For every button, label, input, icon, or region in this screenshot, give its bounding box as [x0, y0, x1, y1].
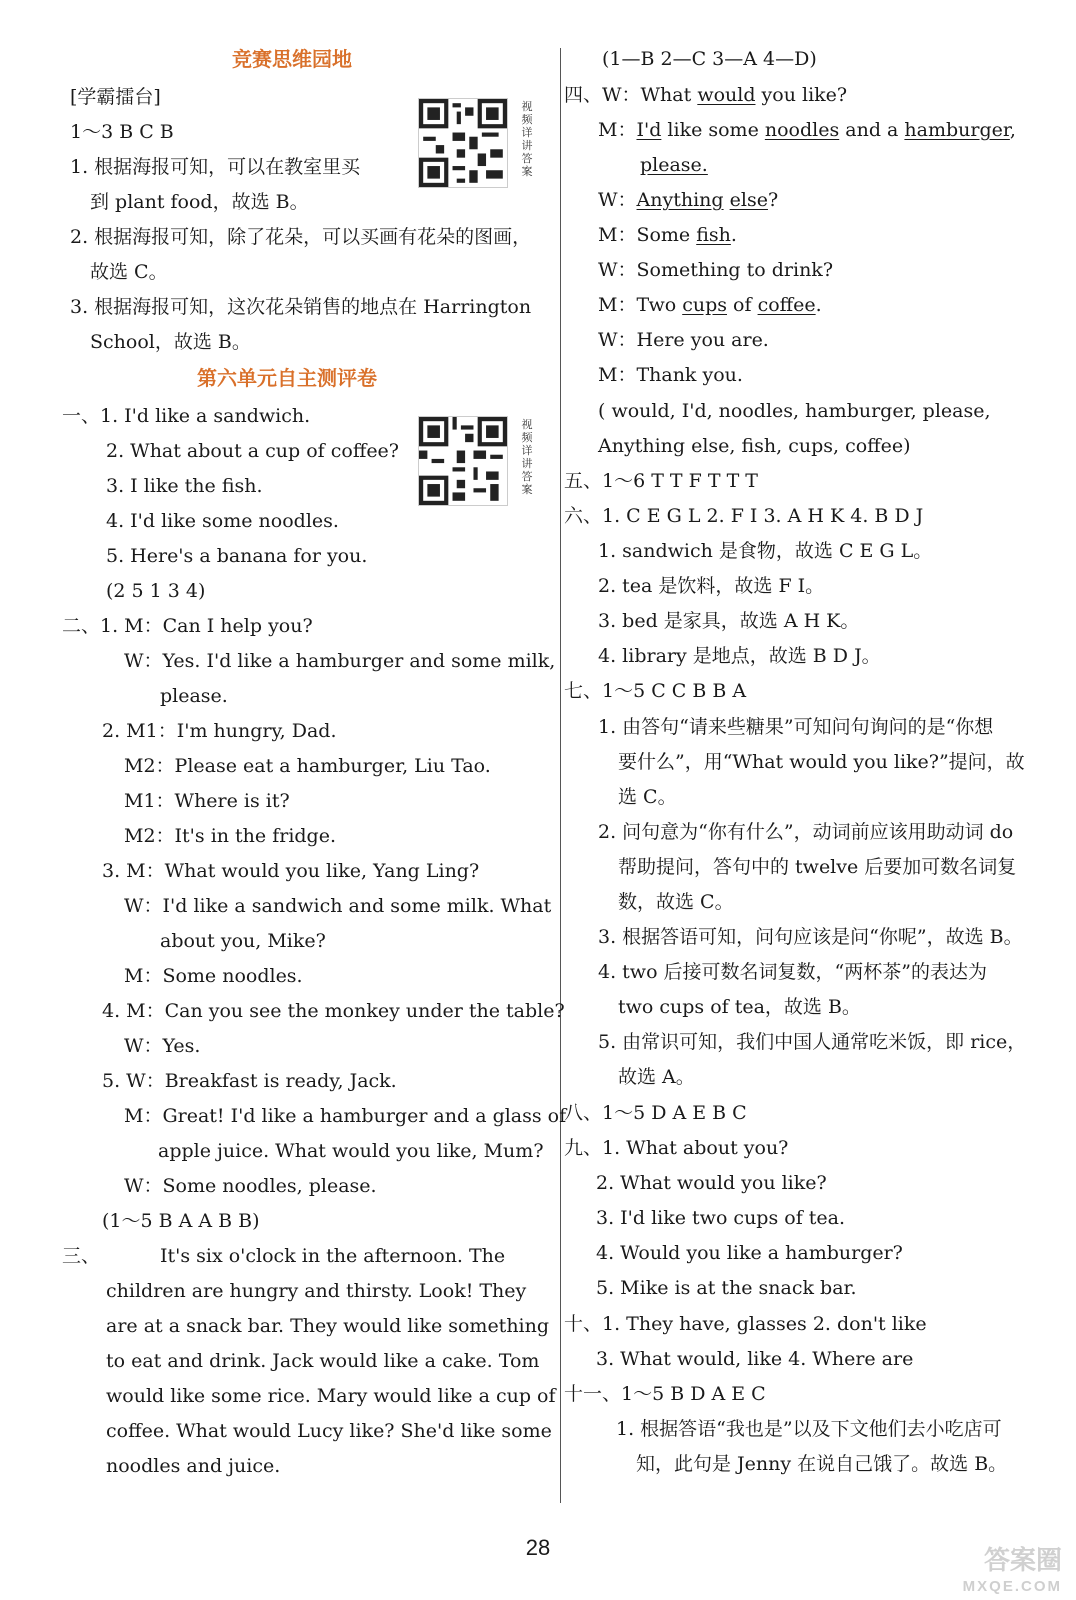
- qr-label: 视频详讲答案: [521, 100, 533, 178]
- qr-label: 视频详讲答案: [521, 418, 533, 496]
- explanation-line: 4. two 后接可数名词复数，“两杯茶”的表达为: [598, 961, 987, 983]
- qr-pattern: [419, 99, 507, 187]
- passage-line: would like some rice. Mary would like a cup of: [106, 1385, 556, 1407]
- answer-line: Anything else, fish, cups, coffee): [598, 435, 911, 457]
- blank-answer: else: [729, 189, 768, 211]
- qr-code-icon[interactable]: [418, 98, 508, 188]
- text-span: .: [730, 224, 737, 246]
- explanation-line: 2. tea 是饮料，故选 F I。: [598, 575, 825, 597]
- blank-answer: fish: [696, 224, 731, 246]
- dialogue-line: M：Some noodles.: [124, 965, 303, 987]
- dialogue-line: W：Something to drink?: [598, 259, 834, 281]
- answer-line: 4. Would you like a hamburger?: [596, 1242, 903, 1264]
- dialogue-line: [598, 117, 1016, 143]
- explanation-line: 1. 由答句“请来些糖果”可知问句询问的是“你想: [598, 716, 994, 738]
- dialogue-line: W：Yes. I'd like a hamburger and some milk,: [124, 650, 556, 672]
- blank-answer: please.: [640, 154, 708, 176]
- section-title-unit6: 第六单元自主测评卷: [197, 366, 377, 390]
- explanation-line: School，故选 B。: [90, 331, 251, 353]
- text-span: like some: [661, 119, 765, 141]
- dialogue-line: M2：It's in the fridge.: [124, 825, 337, 847]
- answer-line: 4. I'd like some noodles.: [106, 510, 339, 532]
- explanation-line: 2. 问句意为“你有什么”，动词前应该用助动词 do: [598, 821, 1014, 843]
- dialogue-line: [564, 82, 847, 108]
- answer-line: 5. Mike is at the snack bar.: [596, 1277, 857, 1299]
- text-span: you like?: [755, 84, 848, 106]
- dialogue-line: 3. M：What would you like, Yang Ling?: [102, 860, 480, 882]
- text-span: 四、W：What: [564, 84, 698, 106]
- dialogue-line: 2. M1：I'm hungry, Dad.: [102, 720, 337, 742]
- explanation-line: 数，故选 C。: [618, 891, 734, 913]
- text-span: M：Two: [598, 294, 683, 316]
- answer-line: (2 5 1 3 4): [106, 580, 206, 602]
- explanation-line: 3. 根据答语可知，问句应该是问“你呢”，故选 B。: [598, 926, 1023, 948]
- explanation-line: 4. library 是地点，故选 B D J。: [598, 645, 881, 667]
- answer-line: 六、1. C E G L 2. F I 3. A H K 4. B D J: [564, 505, 924, 527]
- answer-line: 一、1. I'd like a sandwich.: [62, 405, 311, 427]
- text-span: .: [815, 294, 822, 316]
- explanation-line: 2. 根据海报可知，除了花朵，可以买画有花朵的图画，: [70, 226, 532, 248]
- blank-answer: hamburger: [904, 119, 1010, 141]
- explanation-line: 故选 A。: [618, 1066, 695, 1088]
- passage-line: children are hungry and thirsty. Look! They: [106, 1280, 527, 1302]
- text-span: W：: [598, 189, 637, 211]
- text-span: ?: [767, 189, 779, 211]
- dialogue-line: 4. M：Can you see the monkey under the table?: [102, 1000, 565, 1022]
- dialogue-line: [598, 187, 778, 213]
- blank-answer: I'd: [636, 119, 662, 141]
- answer-line: 1～3 B C B: [70, 121, 174, 143]
- dialogue-line: M2：Please eat a hamburger, Liu Tao.: [124, 755, 491, 777]
- text-span: M：: [598, 119, 637, 141]
- qr-code-icon[interactable]: [418, 416, 508, 506]
- dialogue-line: [598, 222, 737, 248]
- dialogue-line: 二、1. M：Can I help you?: [62, 615, 313, 637]
- dialogue-line: W：Here you are.: [598, 329, 769, 351]
- passage-line: It's six o'clock in the afternoon. The: [160, 1245, 506, 1267]
- text-span: of: [727, 294, 758, 316]
- answer-line: 十一、1～5 B D A E C: [564, 1383, 766, 1405]
- explanation-line: 1. 根据答语“我也是”以及下文他们去小吃店可: [616, 1418, 1002, 1440]
- blank-answer: coffee: [757, 294, 816, 316]
- passage-line: are at a snack bar. They would like something: [106, 1315, 550, 1337]
- explanation-line: 1. 根据海报可知，可以在教室里买: [70, 156, 361, 178]
- dialogue-line: [598, 292, 822, 318]
- dialogue-line: 5. W：Breakfast is ready, Jack.: [102, 1070, 397, 1092]
- subsection-label: [学霸擂台]: [70, 86, 161, 108]
- text-span: and a: [839, 119, 905, 141]
- answer-line: 2. What about a cup of coffee?: [106, 440, 399, 462]
- passage-line: noodles and juice.: [106, 1455, 281, 1477]
- text-span: M：Some: [598, 224, 697, 246]
- answer-line: 七、1～5 C C B B A: [564, 680, 747, 702]
- blank-answer: noodles: [764, 119, 840, 141]
- answer-line: ( would, I'd, noodles, hamburger, please,: [598, 400, 991, 422]
- answer-line: (1～5 B A A B B): [102, 1210, 260, 1232]
- answer-line: 3. What would, like 4. Where are: [596, 1348, 914, 1370]
- dialogue-line: about you, Mike?: [160, 930, 326, 952]
- explanation-line: 3. 根据海报可知，这次花朵销售的地点在 Harrington: [70, 296, 532, 318]
- blank-answer: would: [697, 84, 756, 106]
- section-title-competition: 竞赛思维园地: [232, 47, 352, 71]
- blank-answer: cups: [682, 294, 727, 316]
- passage-line: to eat and drink. Jack would like a cake. Tom: [106, 1350, 540, 1372]
- explanation-line: 5. 由常识可知，我们中国人通常吃米饭，即 rice，: [598, 1031, 1027, 1053]
- dialogue-line: apple juice. What would you like, Mum?: [158, 1140, 544, 1162]
- page-number: 28: [525, 1535, 551, 1560]
- section-number: 三、: [62, 1245, 101, 1267]
- text-span: ,: [1009, 119, 1016, 141]
- answer-line: 3. I'd like two cups of tea.: [596, 1207, 846, 1229]
- answer-line: 五、1～6 T T F T T T: [564, 470, 758, 492]
- answer-line: 十、1. They have, glasses 2. don't like: [564, 1313, 927, 1335]
- dialogue-line: M1：Where is it?: [124, 790, 290, 812]
- explanation-line: 3. bed 是家具，故选 A H K。: [598, 610, 860, 632]
- explanation-line: 故选 C。: [90, 261, 168, 283]
- explanation-line: 到 plant food，故选 B。: [90, 191, 309, 213]
- explanation-line: 1. sandwich 是食物，故选 C E G L。: [598, 540, 933, 562]
- qr-pattern: [419, 417, 507, 505]
- explanation-line: two cups of tea，故选 B。: [618, 996, 861, 1018]
- blank-answer: Anything: [636, 189, 724, 211]
- dialogue-line: W：Some noodles, please.: [124, 1175, 377, 1197]
- explanation-line: 知，此句是 Jenny 在说自己饿了。故选 B。: [636, 1453, 1008, 1475]
- dialogue-line: M：Thank you.: [598, 364, 743, 386]
- answer-line: 八、1～5 D A E B C: [564, 1102, 747, 1124]
- answer-line: 5. Here's a banana for you.: [106, 545, 368, 567]
- dialogue-line: M：Great! I'd like a hamburger and a glass of: [124, 1105, 567, 1127]
- answer-line: 3. I like the fish.: [106, 475, 263, 497]
- watermark-logo: 答案圈: [983, 1545, 1062, 1575]
- watermark-url: MXQE.COM: [962, 1578, 1062, 1595]
- dialogue-line: W：I'd like a sandwich and some milk. What: [124, 895, 552, 917]
- answer-line: 九、1. What about you?: [564, 1137, 789, 1159]
- passage-line: coffee. What would Lucy like? She'd like some: [106, 1420, 552, 1442]
- dialogue-line: please.: [160, 685, 228, 707]
- answer-line: (1—B 2—C 3—A 4—D): [602, 48, 817, 70]
- answer-line: 2. What would you like?: [596, 1172, 827, 1194]
- explanation-line: 选 C。: [618, 786, 677, 808]
- column-divider: [560, 48, 561, 1503]
- dialogue-line: W：Yes.: [124, 1035, 201, 1057]
- explanation-line: 帮助提问，答句中的 twelve 后要加可数名词复: [618, 856, 1017, 878]
- explanation-line: 要什么”，用“What would you like?”提问，故: [618, 751, 1025, 773]
